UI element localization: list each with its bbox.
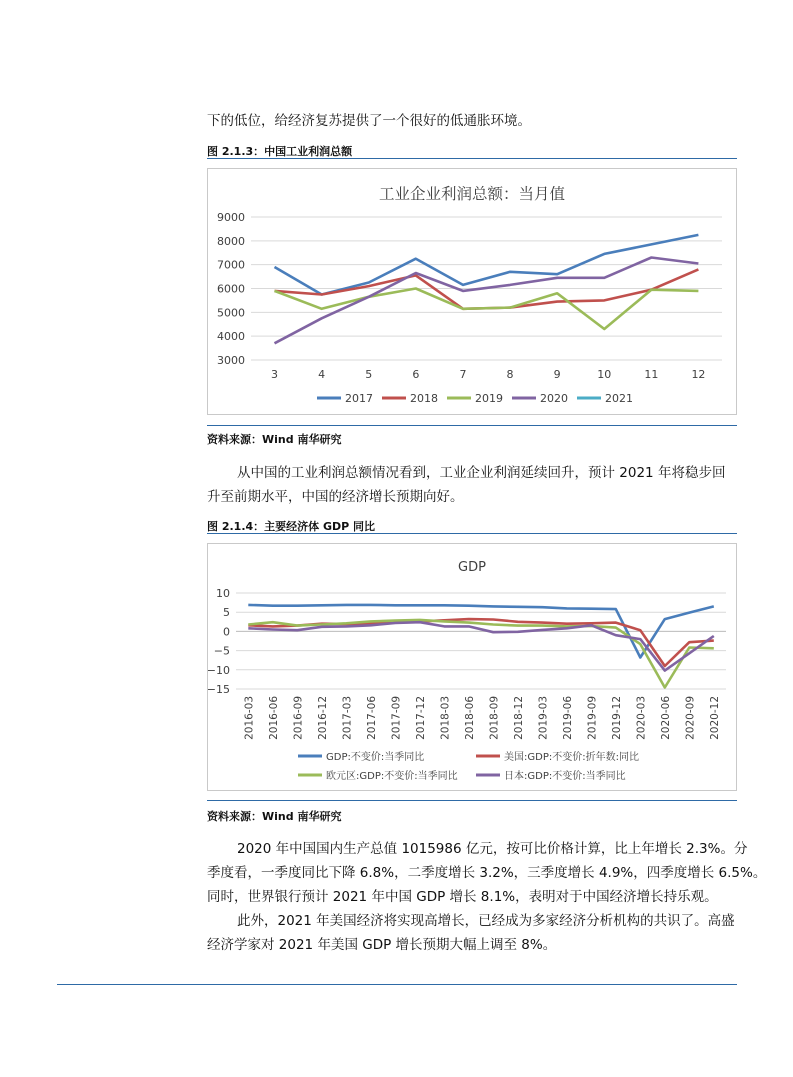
y-tick-label: −10 xyxy=(208,663,230,677)
chart-industrial-profit-svg xyxy=(208,169,736,414)
x-tick-label: 11 xyxy=(644,368,659,381)
figure-1-top-rule xyxy=(207,158,737,159)
x-tick-label: 5 xyxy=(365,368,373,381)
series-line xyxy=(248,622,714,670)
x-tick-label: 2017-12 xyxy=(414,696,427,740)
legend-label: 2017 xyxy=(345,392,373,405)
y-tick-label: 9000 xyxy=(217,211,245,224)
x-tick-label: 2020-12 xyxy=(708,696,721,740)
figure-2-bottom-rule xyxy=(207,800,737,801)
legend-label: 2020 xyxy=(540,392,568,405)
chart-gdp xyxy=(207,543,737,791)
y-tick-label: 5000 xyxy=(217,306,245,320)
paragraph-top: 下的低位，给经济复苏提供了一个很好的低通胀环境。 xyxy=(207,113,531,129)
figure-2-source: 资料来源：Wind 南华研究 xyxy=(207,810,342,823)
x-tick-label: 7 xyxy=(459,368,467,381)
figure-2-top-rule xyxy=(207,533,737,534)
legend-label: 欧元区:GDP:不变价:当季同比 xyxy=(326,771,458,782)
paragraph-2-line-1: 2020 年中国国内生产总值 1015986 亿元，按可比价格计算，比上年增长 2.3%。分 xyxy=(237,841,748,857)
x-tick-label: 2016-06 xyxy=(267,696,280,740)
legend-label: GDP:不变价:当季同比 xyxy=(326,752,425,763)
figure-1-caption: 图 2.1.3：中国工业利润总额 xyxy=(207,145,353,158)
paragraph-3-line-2: 经济学家对 2021 年美国 GDP 增长预期大幅上调至 8%。 xyxy=(207,937,557,953)
legend-label: 日本:GDP:不变价:当季同比 xyxy=(504,771,626,782)
legend-label: 2018 xyxy=(410,392,438,405)
footer-rule xyxy=(57,984,737,985)
x-tick-label: 2018-06 xyxy=(463,696,476,740)
y-tick-label: 7000 xyxy=(217,258,245,272)
chart-title: 工业企业利润总额：当月值 xyxy=(378,185,566,203)
x-tick-label: 2019-06 xyxy=(561,696,574,740)
chart-industrial-profit xyxy=(207,168,737,415)
x-tick-label: 2019-09 xyxy=(586,696,599,740)
y-tick-label: −15 xyxy=(208,683,230,696)
x-tick-label: 8 xyxy=(506,368,514,381)
x-tick-label: 2020-06 xyxy=(659,696,672,740)
x-tick-label: 2018-09 xyxy=(488,696,501,740)
y-tick-label: 6000 xyxy=(217,282,245,296)
paragraph-2-line-2: 季度看，一季度同比下降 6.8%，二季度增长 3.2%，三季度增长 4.9%，四季度增长 6.5%。 xyxy=(207,865,767,881)
x-tick-label: 9 xyxy=(553,368,561,381)
y-tick-label: 5 xyxy=(223,606,230,620)
y-tick-label: 4000 xyxy=(217,330,245,344)
x-tick-label: 4 xyxy=(318,368,326,381)
y-tick-label: 0 xyxy=(223,625,230,639)
paragraph-2-line-3: 同时，世界银行预计 2021 年中国 GDP 增长 8.1%，表明对于中国经济增长持乐观。 xyxy=(207,889,718,905)
series-line xyxy=(275,258,699,344)
chart-title: GDP xyxy=(458,560,486,575)
x-tick-label: 2017-06 xyxy=(365,696,378,740)
paragraph-1-line-1: 从中国的工业利润总额情况看到，工业企业利润延续回升，预计 2021 年将稳步回 xyxy=(237,465,726,481)
x-tick-label: 2016-09 xyxy=(292,696,305,740)
x-tick-label: 2019-12 xyxy=(610,696,623,740)
x-tick-label: 2018-12 xyxy=(512,696,525,740)
x-tick-label: 2016-12 xyxy=(316,696,329,740)
figure-1-bottom-rule xyxy=(207,425,737,426)
x-tick-label: 2019-03 xyxy=(537,696,550,740)
paragraph-1-line-2: 升至前期水平，中国的经济增长预期向好。 xyxy=(207,489,464,505)
x-tick-label: 2020-09 xyxy=(684,696,697,740)
paragraph-3-line-1: 此外，2021 年美国经济将实现高增长，已经成为多家经济分析机构的共识了。高盛 xyxy=(237,913,735,929)
x-tick-label: 2017-03 xyxy=(341,696,354,740)
y-tick-label: 3000 xyxy=(217,354,245,367)
legend-label: 2021 xyxy=(605,392,633,405)
x-tick-label: 10 xyxy=(597,368,612,381)
legend-label: 美国:GDP:不变价:折年数:同比 xyxy=(504,752,639,763)
figure-2-caption: 图 2.1.4：主要经济体 GDP 同比 xyxy=(207,520,376,533)
legend-label: 2019 xyxy=(475,392,503,405)
y-tick-label: 8000 xyxy=(217,234,245,248)
chart-gdp-svg xyxy=(208,544,736,790)
x-tick-label: 12 xyxy=(691,368,706,381)
figure-1-source: 资料来源：Wind 南华研究 xyxy=(207,433,342,446)
x-tick-label: 2018-03 xyxy=(439,696,452,740)
x-tick-label: 3 xyxy=(271,368,279,381)
x-tick-label: 2017-09 xyxy=(390,696,403,740)
x-tick-label: 6 xyxy=(412,368,420,381)
x-tick-label: 2020-03 xyxy=(635,696,648,740)
x-tick-label: 2016-03 xyxy=(243,696,256,740)
y-tick-label: 10 xyxy=(216,587,230,600)
y-tick-label: −5 xyxy=(213,644,230,658)
